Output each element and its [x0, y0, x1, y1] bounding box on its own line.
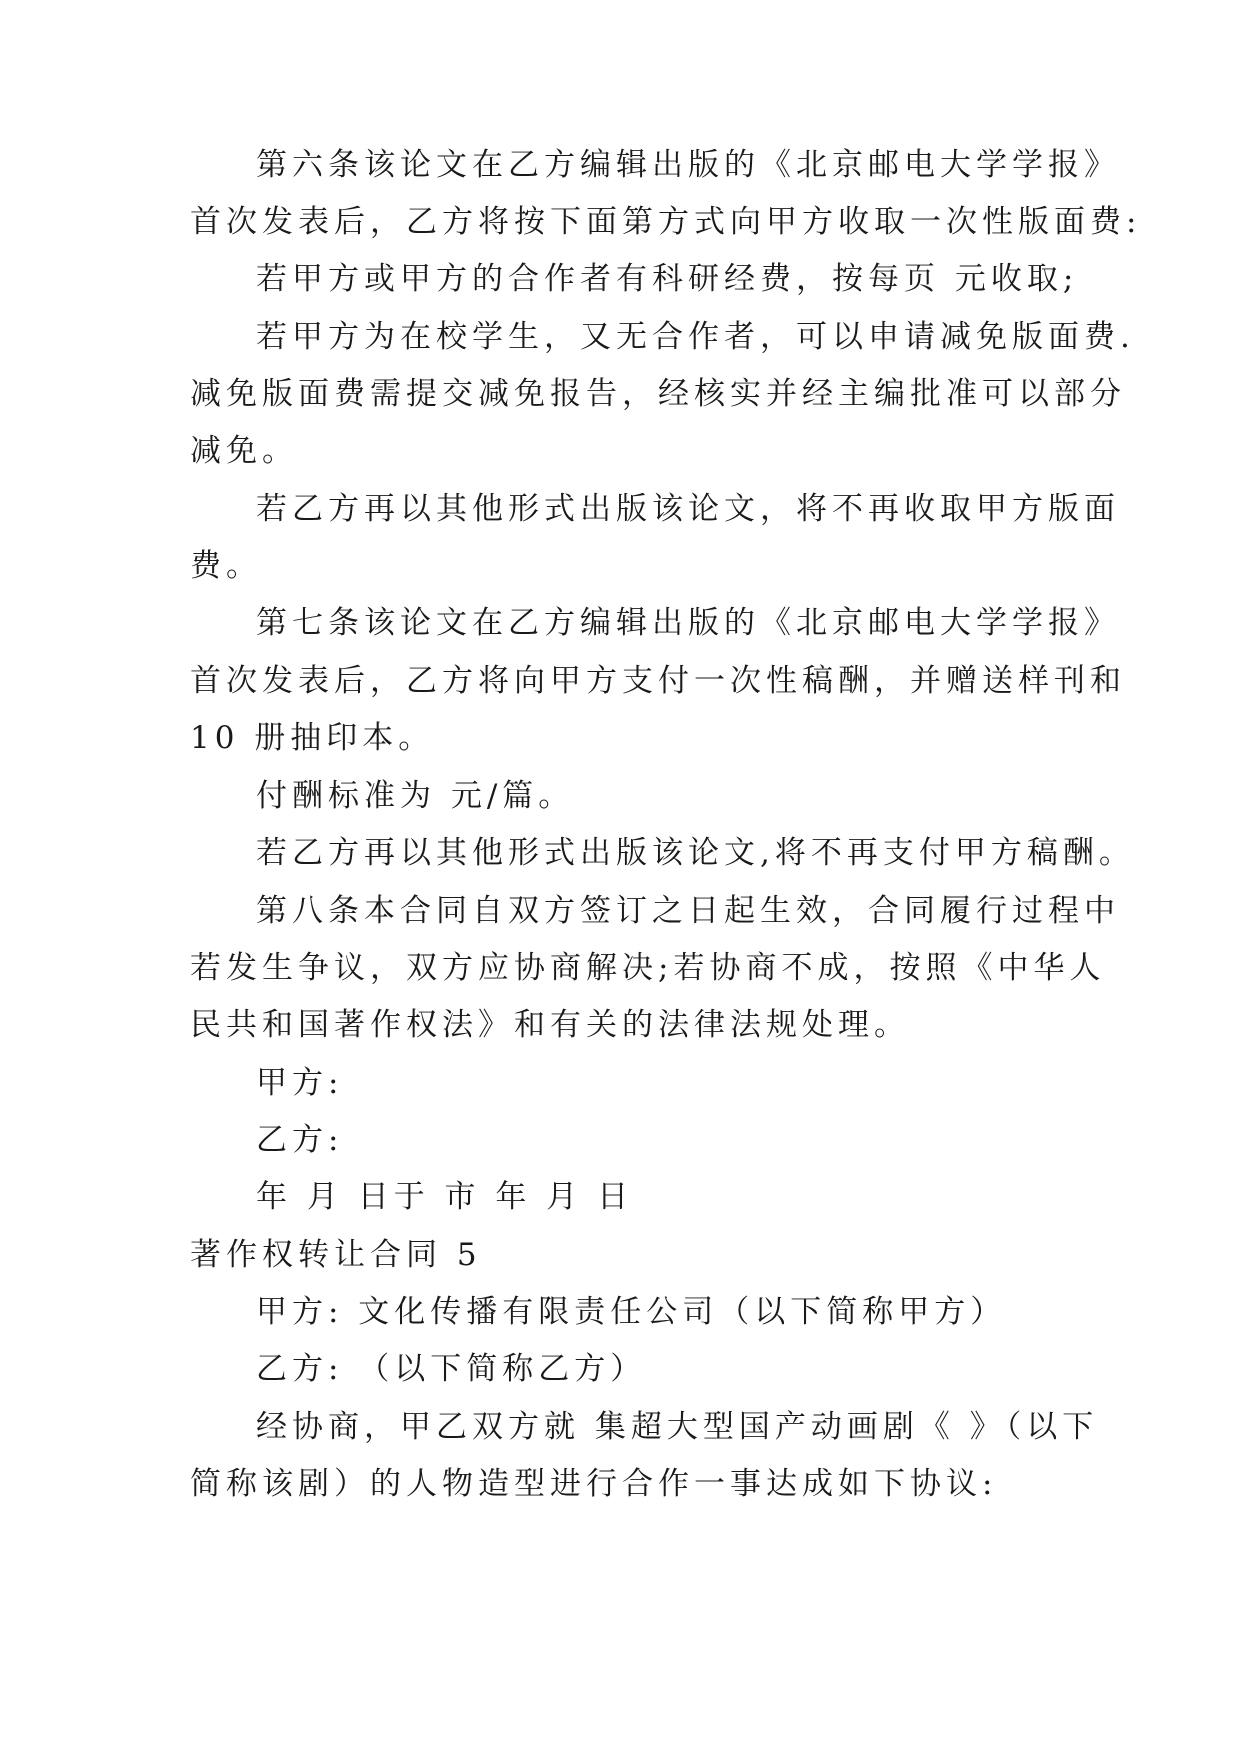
paragraph-line: 减免。 — [190, 433, 298, 469]
paragraph-line: 甲方: 文化传播有限责任公司（以下简称甲方） — [256, 1294, 1007, 1330]
paragraph-line: 10 册抽印本。 — [190, 720, 435, 756]
paragraph-line: 第六条该论文在乙方编辑出版的《北京邮电大学学报》 — [256, 147, 1120, 183]
paragraph-line: 若乙方再以其他形式出版该论文,将不再支付甲方稿酬。 — [256, 835, 1135, 871]
paragraph-line: 若发生争议，双方应协商解决;若协商不成，按照《中华人 — [190, 950, 1106, 986]
paragraph-line: 减免版面费需提交减免报告，经核实并经主编批准可以部分 — [190, 376, 1126, 412]
paragraph-line: 经协商，甲乙双方就 集超大型国产动画剧《 》（以下 — [256, 1409, 1099, 1445]
paragraph-line: 第七条该论文在乙方编辑出版的《北京邮电大学学报》 — [256, 605, 1120, 641]
paragraph-line: 若乙方再以其他形式出版该论文，将不再收取甲方版面 — [256, 491, 1120, 527]
paragraph-line: 费。 — [190, 548, 262, 584]
paragraph-line: 付酬标准为 元/篇。 — [256, 778, 575, 814]
paragraph-line: 若甲方或甲方的合作者有科研经费，按每页 元收取; — [256, 261, 1079, 297]
party-a-label: 甲方: — [256, 1065, 344, 1101]
date-line: 年 月 日于 市 年 月 日 — [256, 1179, 634, 1215]
paragraph-line: 乙方: （以下简称乙方） — [256, 1351, 647, 1387]
paragraph-line: 民共和国著作权法》和有关的法律法规处理。 — [190, 1007, 910, 1043]
paragraph-line: 首次发表后，乙方将向甲方支付一次性稿酬，并赠送样刊和 — [190, 663, 1126, 699]
paragraph-line: 首次发表后，乙方将按下面第方式向甲方收取一次性版面费: — [190, 204, 1142, 240]
party-b-label: 乙方: — [256, 1122, 344, 1158]
paragraph-line: 第八条本合同自双方签订之日起生效，合同履行过程中 — [256, 893, 1120, 929]
paragraph-line: 简称该剧）的人物造型进行合作一事达成如下协议: — [190, 1466, 998, 1502]
paragraph-line: 若甲方为在校学生，又无合作者，可以申请减免版面费. — [256, 319, 1135, 355]
section-title: 著作权转让合同 5 — [190, 1237, 482, 1273]
